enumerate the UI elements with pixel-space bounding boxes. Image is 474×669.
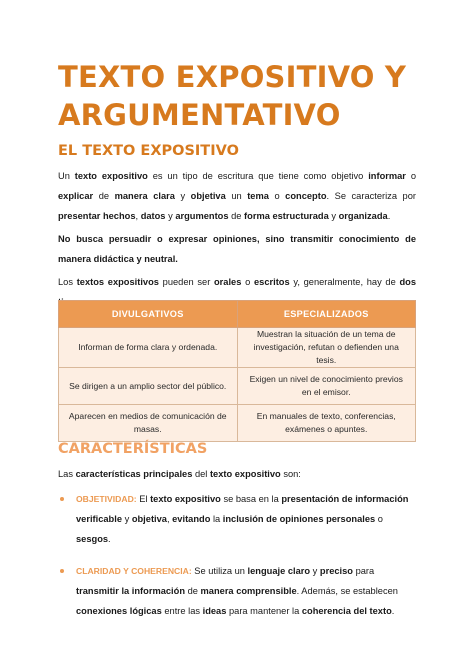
text-run: . (108, 534, 111, 544)
section-heading-caracteristicas: CARACTERÍSTICAS (58, 441, 208, 457)
text-run: del (192, 469, 210, 479)
text-run: para (352, 566, 375, 576)
paragraph-purpose (58, 229, 416, 269)
text-run: orales (214, 277, 242, 287)
text-run: un (225, 191, 248, 201)
text-run: , (166, 514, 173, 524)
text-run: y (122, 514, 132, 524)
table-cell: Exigen un nivel de conocimiento previos en el emisor. (237, 368, 416, 405)
text-run: de (93, 191, 115, 201)
text-run: y (328, 211, 339, 221)
text-run: objetiva (131, 514, 167, 524)
text-run: organizada (338, 211, 388, 221)
text-run: conexiones lógicas (76, 606, 162, 616)
paragraph-characteristics-intro (58, 464, 416, 484)
text-run: presentar hechos (58, 211, 136, 221)
text-run: Se utiliza un (191, 566, 248, 576)
table-row (59, 328, 416, 368)
text-run: . Además, se establecen (296, 586, 398, 596)
text-run: la (210, 514, 223, 524)
list-item (58, 489, 416, 549)
text-run: son: (280, 469, 301, 479)
text-run: Un (58, 171, 75, 181)
text-run: transmitir la información (76, 586, 186, 596)
text-run: explicar (58, 191, 94, 201)
text-run: texto expositivo (150, 494, 221, 504)
text-run: . (387, 211, 391, 221)
text-run: texto expositivo (74, 171, 148, 181)
text-run: pueden ser (158, 277, 214, 287)
section-heading-expositivo: EL TEXTO EXPOSITIVO (58, 143, 239, 159)
text-run: sesgos (76, 534, 109, 544)
text-run: para mantener la (226, 606, 302, 616)
text-run: presentación de información verificable (76, 494, 409, 524)
paragraph-definition (58, 166, 416, 226)
text-run: tema (247, 191, 269, 201)
table-cell: Se dirigen a un amplio sector del público. (59, 368, 238, 405)
table-row (59, 368, 416, 405)
text-run: o (375, 514, 383, 524)
text-run: de (185, 586, 201, 596)
table-cell: Muestran la situación de un tema de investigación, refutan o defienden una tesis. (237, 328, 416, 368)
text-run: y (174, 191, 191, 201)
text-run: manera clara (114, 191, 175, 201)
column-header-divulgativos: DIVULGATIVOS (59, 301, 238, 328)
text-run: preciso (319, 566, 353, 576)
text-run: No busca persuadir o expresar opiniones, sino transmitir conocimiento de manera didáctica y neutral. (58, 234, 416, 264)
text-run: se basa en la (220, 494, 282, 504)
list-item (58, 561, 416, 621)
text-run: . Se caracteriza por (326, 191, 416, 201)
text-run: o (268, 191, 286, 201)
table-header-row (59, 301, 416, 328)
text-run: entre las (161, 606, 203, 616)
bullet-icon (60, 569, 64, 573)
text-run: y (165, 211, 176, 221)
text-run: lenguaje claro (247, 566, 311, 576)
text-run: ideas (202, 606, 227, 616)
text-run: argumentos (175, 211, 229, 221)
text-run: datos (140, 211, 166, 221)
text-run: y, generalmente, hay de (289, 277, 400, 287)
page-title: TEXTO EXPOSITIVO Y ARGUMENTATIVO (58, 60, 407, 132)
characteristics-list (58, 489, 416, 621)
text-run: de (228, 211, 245, 221)
text-run: dos (399, 277, 417, 287)
table-cell: Informan de forma clara y ordenada. (59, 328, 238, 368)
text-run: objetiva (190, 191, 226, 201)
text-run: es un tipo de escritura que tiene como objetivo (147, 171, 369, 181)
bullet-lead: CLARIDAD Y COHERENCIA: (76, 566, 192, 576)
text-run: Las (58, 469, 76, 479)
text-run: escritos (253, 277, 290, 287)
text-run: concepto (285, 191, 327, 201)
table-row (59, 405, 416, 442)
text-run: El (136, 494, 151, 504)
text-run: o (241, 277, 254, 287)
text-run: o (405, 171, 416, 181)
table-cell: Aparecen en medios de comunicación de masas. (59, 405, 238, 442)
text-run: texto expositivo (209, 469, 281, 479)
text-run: , (135, 211, 141, 221)
text-run: evitando (172, 514, 211, 524)
text-run: y (310, 566, 320, 576)
text-run: textos expositivos (76, 277, 159, 287)
text-run: forma estructurada (244, 211, 329, 221)
column-header-especializados: ESPECIALIZADOS (237, 301, 416, 328)
text-run: manera comprensible (200, 586, 297, 596)
bullet-icon (60, 497, 64, 501)
text-run: Los (58, 277, 77, 287)
bullet-lead: OBJETIVIDAD: (76, 494, 137, 504)
types-table (58, 300, 416, 442)
text-run: . (391, 606, 395, 616)
table-cell: En manuales de texto, conferencias, exámenes o apuntes. (237, 405, 416, 442)
text-run: inclusión de opiniones personales (222, 514, 376, 524)
text-run: informar (368, 171, 406, 181)
text-run: coherencia del texto (301, 606, 392, 616)
text-run: características principales (75, 469, 193, 479)
